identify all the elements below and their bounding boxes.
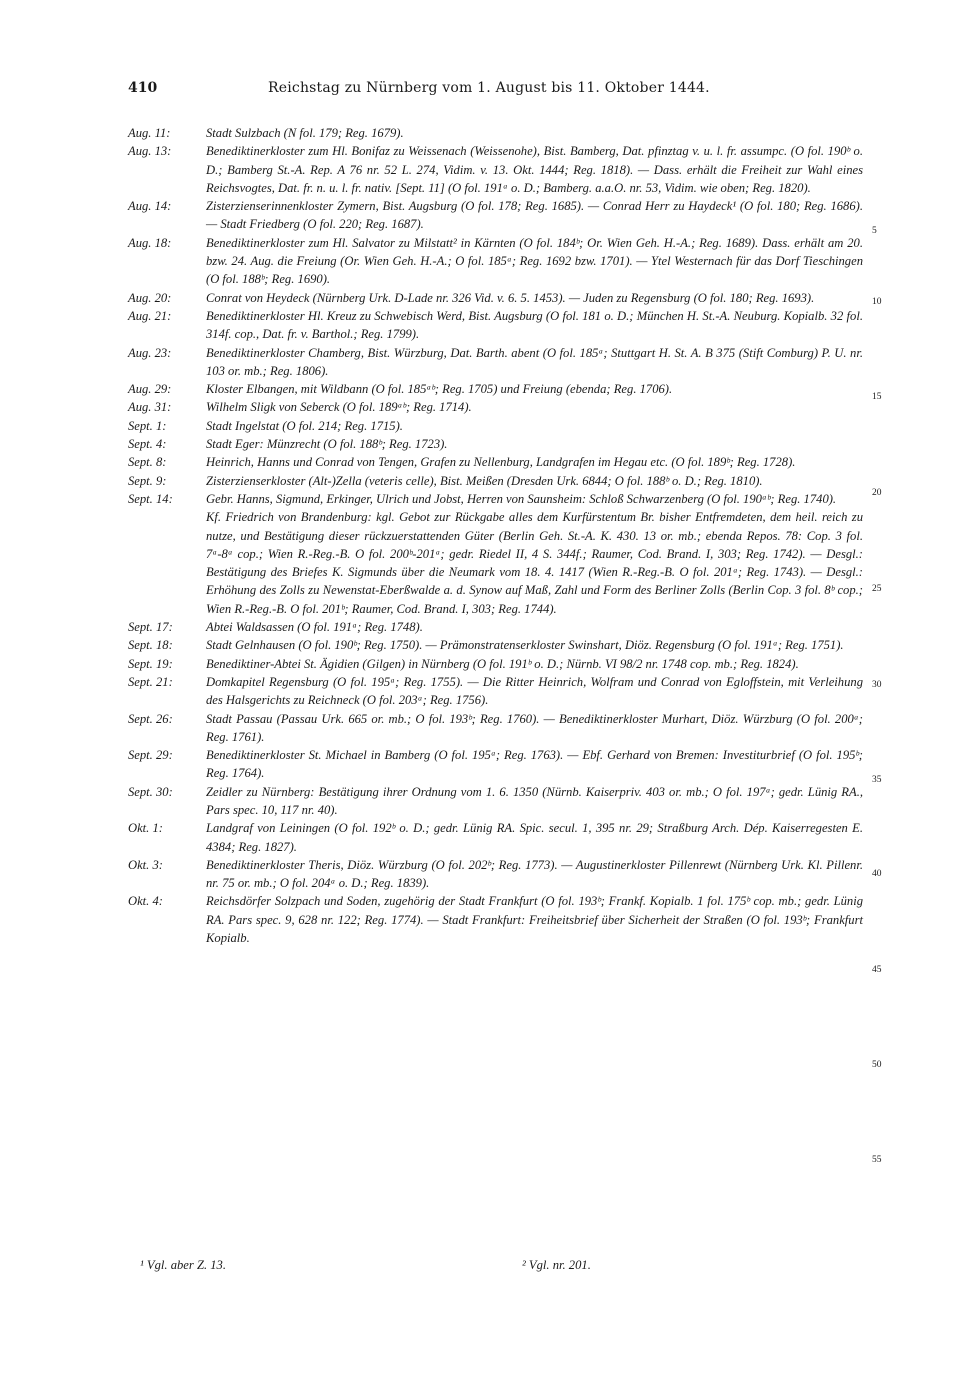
entry-date: Aug. 11:	[128, 126, 171, 140]
line-numbers	[872, 0, 892, 1376]
entry-row	[128, 490, 863, 508]
entry-row	[128, 783, 863, 820]
entry-text: Benediktinerkloster zum Hl. Bonifaz zu Weissenach (Weissenohe), Bist. Bamberg, Dat. pfinztag v. u. l. fr. assumpc. (O fol. 190ᵇ o. D.; Bamberg St.-A. Rep. A 76 nr. 52 L. 274, Vidim. v. 13. Okt. 1444; Reg. 1818). — Dass. erhält die Freiheit zur Wahl eines Reichsvogtes, Dat. fr. n. u. l. fr. nativ. [Sept. 11] (O fol. 191ᵃ o. D.; Bamberg. a.a.O. nr. 53, Vidim. wie oben; Reg. 1820).	[206, 144, 863, 195]
footnote-2: ² Vgl. nr. 201.	[522, 1258, 591, 1272]
entry-text: Stadt Passau (Passau Urk. 665 or. mb.; O fol. 193ᵇ; Reg. 1760). — Benediktinerkloster Murhart, Diöz. Würzburg (O fol. 200ᵃ; Reg. 1761).	[206, 711, 863, 744]
entry-row	[128, 710, 863, 747]
page-header	[128, 80, 868, 102]
entry-date: Sept. 18:	[128, 638, 173, 653]
regesta-entries	[128, 124, 863, 947]
entry-text: Benediktinerkloster St. Michael in Bamberg (O fol. 195ᵃ; Reg. 1763). — Ebf. Gerhard von Bremen: Investiturbrief (O fol. 195ᵇ; Reg. 1764).	[206, 748, 863, 781]
entry-date: Sept. 21:	[128, 674, 173, 689]
entry-date: Aug. 21:	[128, 308, 172, 323]
entry-date: Aug. 20:	[128, 290, 172, 305]
entry-date	[128, 508, 206, 618]
entry-row	[128, 508, 863, 618]
entry-text: Heinrich, Hanns und Conrad von Tengen, Grafen zu Nellenburg, Landgrafen im Hegau etc. (O fol. 189ᵇ; Reg. 1728).	[206, 455, 796, 470]
entry-row	[128, 307, 863, 344]
entry-row	[128, 892, 863, 947]
entry-row	[128, 746, 863, 783]
entry-text: Wilhelm Sligk von Seberck (O fol. 189ᵃᵇ; Reg. 1714).	[206, 400, 472, 415]
entry-text: Kf. Friedrich von Brandenburg: kgl. Gebot zur Rückgabe alles dem Kurfürstentum Br. bisher Entfremdeten, dem heil. reich zu nutze, und Bestätigung dieser rückzuerstattenden Güter (Berlin Geh. St.-A. K. 430. 13 or. mb.; ebenda Repos. 78: Cop. 3 fol. 7ᵃ-8ᵃ cop.; Wien R.-Reg.-B. O fol. 200ᵇ-201ᵃ; gedr. Riedel II, 4 S. 344f.; Raumer, Cod. Brand. I, 303; Reg. 1742). — Desgl.: Bestätigung des Briefes K. Sigmunds über die Neumark vom 18. 4. 1417 (Wien R.-Reg.-B. O fol. 201ᵃ; Reg. 1743). — Desgl.: Erhöhung des Zolls zu Newenstat-Eberßwalde a. d. Synow auf Maß, Zahl und Form des Berliner Zolls (Berlin Cop. 3 fol. 8ᵇ cop.; Wien R.-Reg.-B. O fol. 201ᵇ; Raumer, Cod. Brand. I, 303; Reg. 1744).	[206, 510, 863, 616]
entry-text: Kloster Elbangen, mit Wildbann (O fol. 185ᵃᵇ; Reg. 1705) und Freiung (ebenda; Reg. 1706).	[206, 382, 673, 397]
entry-text: Abtei Waldsassen (O fol. 191ᵃ; Reg. 1748).	[206, 620, 423, 635]
entry-text: Benediktinerkloster Theris, Diöz. Würzburg (O fol. 202ᵇ; Reg. 1773). — Augustinerkloster Pillenrewt (Nürnberg Urk. Kl. Pillenr. nr. 75 or. mb.; O fol. 204ᵃ o. D.; Reg. 1839).	[206, 857, 863, 891]
entry-row	[128, 124, 863, 142]
margin-line-number: 40	[872, 869, 882, 879]
margin-line-number: 10	[872, 297, 882, 307]
entry-row	[128, 289, 863, 307]
entry-text: Stadt Ingelstat (O fol. 214; Reg. 1715).	[206, 418, 403, 433]
entry-date: Okt. 3:	[128, 857, 163, 872]
entry-date: Aug. 13:	[128, 144, 172, 159]
entry-text: Stadt Eger: Münzrecht (O fol. 188ᵇ; Reg. 1723).	[206, 437, 448, 452]
entry-text: Stadt Sulzbach (N fol. 179; Reg. 1679).	[206, 126, 404, 140]
margin-line-number: 30	[872, 680, 882, 690]
entry-date: Aug. 18:	[128, 235, 172, 250]
entry-text: Benediktinerkloster Chamberg, Bist. Würzburg, Dat. Barth. abent (O fol. 185ᵃ; Stuttgart H. St. A. B 375 (Stift Comburg) P. U. nr. 103 or. mb.; Reg. 1806).	[206, 345, 863, 378]
entry-date: Sept. 29:	[128, 748, 173, 763]
entry-row	[128, 819, 863, 856]
entry-text: Gebr. Hanns, Sigmund, Erkinger, Ulrich und Jobst, Herren von Saunsheim: Schloß Schwarzenberg (O fol. 190ᵃᵇ; Reg. 1740).	[206, 491, 837, 506]
entry-text: Benediktinerkloster zum Hl. Salvator zu Milstatt² in Kärnten (O fol. 184ᵇ; Or. Wien Geh. H.-A.; Reg. 1689). Dass. erhält am 20. bzw. 24. Aug. die Freiung (Or. Wien Geh. H.-A.; O fol. 185ᵃ; Reg. 1692 bzw. 1701). — Ytel Westernach für das Dorf Tieschingen (O fol. 188ᵇ; Reg. 1690).	[206, 235, 863, 287]
entry-date: Aug. 29:	[128, 382, 172, 397]
entry-date: Aug. 14:	[128, 199, 172, 214]
margin-line-number: 5	[872, 226, 877, 236]
running-title: Reichstag zu Nürnberg vom 1. August bis 11. Oktober 1444.	[268, 80, 710, 96]
entry-row	[128, 234, 863, 289]
entry-text: Conrat von Heydeck (Nürnberg Urk. D-Lade nr. 326 Vid. v. 6. 5. 1453). — Juden zu Regensburg (O fol. 180; Reg. 1693).	[206, 290, 815, 305]
entry-row	[128, 435, 863, 453]
entry-date: Sept. 19:	[128, 656, 173, 671]
margin-line-number: 20	[872, 488, 882, 498]
entry-date: Aug. 31:	[128, 400, 172, 415]
entry-date: Okt. 4:	[128, 894, 163, 909]
entry-row	[128, 398, 863, 416]
entry-date: Sept. 30:	[128, 784, 173, 799]
entry-text: Domkapitel Regensburg (O fol. 195ᵃ; Reg. 1755). — Die Ritter Heinrich, Wolfram und Conrad von Egloffstein, mit Verleihung des Halsgerichts zu Reichneck (O fol. 203ᵃ; Reg. 1756).	[206, 674, 863, 708]
entry-row	[128, 618, 863, 636]
entry-row	[128, 197, 863, 234]
entry-date: Aug. 23:	[128, 345, 172, 360]
entry-row	[128, 673, 863, 710]
margin-line-number: 45	[872, 965, 882, 975]
entry-text: Stadt Gelnhausen (O fol. 190ᵇ; Reg. 1750). — Prämonstratenserkloster Swinshart, Diöz. Regensburg (O fol. 191ᵃ; Reg. 1751).	[206, 638, 844, 653]
page-number: 410	[128, 80, 158, 96]
entry-date: Sept. 26:	[128, 711, 173, 726]
entry-text: Benediktiner-Abtei St. Ägidien (Gilgen) in Nürnberg (O fol. 191ᵇ o. D.; Nürnb. VI 98/2 nr. 1748 cop. mb.; Reg. 1824).	[206, 656, 799, 671]
margin-line-number: 50	[872, 1060, 882, 1070]
margin-line-number: 15	[872, 392, 882, 402]
entry-date: Sept. 9:	[128, 473, 167, 488]
entry-text: Zeidler zu Nürnberg: Bestätigung ihrer Ordnung vom 1. 6. 1350 (Nürnb. Kaiserpriv. 403 or. mb.; O fol. 197ᵃ; gedr. Lünig RA., Pars spec. 10, 117 nr. 40).	[206, 784, 863, 817]
entry-row	[128, 856, 863, 893]
entry-row	[128, 636, 863, 654]
margin-line-number: 25	[872, 584, 882, 594]
entry-row	[128, 380, 863, 398]
margin-line-number: 55	[872, 1155, 882, 1165]
footnote-1: ¹ Vgl. aber Z. 13.	[140, 1258, 226, 1272]
entry-text: Reichsdörfer Solzpach und Soden, zugehörig der Stadt Frankfurt (O fol. 193ᵇ; Frankf. Kopialb. 1 fol. 175ᵇ cop. mb.; gedr. Lünig RA. Pars spec. 9, 628 nr. 122; Reg. 1774). — Stadt Frankfurt: Freiheitsbrief über Sicherheit der Straßen (O fol. 193ᵇ; Frankfurt Kopialb.	[206, 894, 863, 946]
entry-date: Sept. 4:	[128, 437, 167, 452]
entry-text: Zisterzienserkloster (Alt-)Zella (veteris celle), Bist. Meißen (Dresden Urk. 6844; O fol. 188ᵇ o. D.; Reg. 1810).	[206, 473, 763, 488]
entry-row	[128, 142, 863, 197]
entry-row	[128, 417, 863, 435]
entry-date: Sept. 8:	[128, 455, 167, 470]
entry-date: Sept. 17:	[128, 620, 173, 635]
entry-row	[128, 453, 863, 471]
entry-text: Benediktinerkloster Hl. Kreuz zu Schwebisch Werd, Bist. Augsburg (O fol. 181 o. D.; München H. St.-A. Neuburg. Kopialb. 32 fol. 314f. cop., Dat. fr. v. Barthol.; Reg. 1799).	[206, 308, 863, 342]
entry-row	[128, 472, 863, 490]
entry-text: Zisterzienserinnenkloster Zymern, Bist. Augsburg (O fol. 178; Reg. 1685). — Conrad Herr zu Haydeck¹ (O fol. 180; Reg. 1686). — Stadt Friedberg (O fol. 220; Reg. 1687).	[206, 199, 863, 232]
entry-text: Landgraf von Leiningen (O fol. 192ᵇ o. D.; gedr. Lünig RA. Spic. secul. 1, 395 nr. 29; Straßburg Arch. Dép. Kaiserregesten E. 4384; Reg. 1827).	[206, 821, 863, 854]
entry-date: Sept. 14:	[128, 491, 173, 506]
entry-date: Okt. 1:	[128, 821, 163, 836]
margin-line-number: 35	[872, 775, 882, 785]
entry-date: Sept. 1:	[128, 418, 167, 433]
entry-row	[128, 655, 863, 673]
entry-row	[128, 344, 863, 381]
